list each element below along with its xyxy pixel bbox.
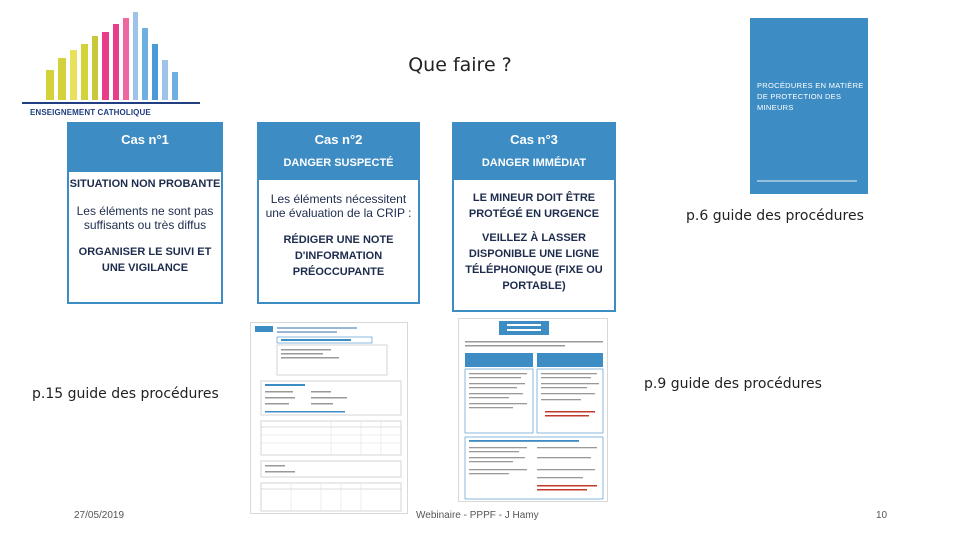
- guide-cover: [750, 18, 868, 194]
- guide-cover-footer-line: [757, 180, 857, 182]
- case-card-2-action: RÉDIGER UNE NOTE D'INFORMATION PRÉOCCUPANTE: [283, 234, 394, 278]
- case-card-1-action: ORGANISER LE SUIVI ET UNE VIGILANCE: [78, 246, 212, 274]
- page-number: 10: [876, 510, 888, 521]
- case-card-1-body: [69, 204, 221, 276]
- logo-underline: [22, 102, 200, 104]
- case-card-2: [257, 122, 420, 304]
- thumbnail-p15-form: [250, 322, 408, 514]
- caption-p9: p.9 guide des procédures: [644, 376, 822, 392]
- guide-cover-title: PROCÉDURES EN MATIÈRE DE PROTECTION DES MINEURS: [757, 81, 864, 112]
- case-card-1-text: Les éléments ne sont pas suffisants ou très diffus: [76, 204, 214, 232]
- caption-p15: p.15 guide des procédures: [32, 386, 219, 402]
- case-card-2-number: Cas n°2: [314, 132, 363, 147]
- case-card-3-header: [454, 124, 614, 180]
- case-card-1-subtitle: SITUATION NON PROBANTE: [69, 178, 221, 190]
- case-card-2-header: [259, 124, 418, 180]
- logo-text: ENSEIGNEMENT CATHOLIQUE: [30, 108, 151, 117]
- case-card-2-text: Les éléments nécessitent une évaluation de la CRIP :: [265, 192, 412, 220]
- case-card-3-subtitle: DANGER IMMÉDIAT: [481, 157, 587, 169]
- case-card-3-text: LE MINEUR DOIT ÊTRE PROTÉGÉ EN URGENCE: [468, 192, 600, 220]
- logo: [22, 10, 202, 122]
- case-card-3-body: [454, 190, 614, 294]
- case-card-1-header: [69, 124, 221, 172]
- case-card-3-number: Cas n°3: [510, 132, 558, 147]
- procedure-page-illustration: [459, 319, 608, 502]
- footer-date: 27/05/2019: [74, 510, 125, 521]
- case-card-1-number: Cas n°1: [121, 132, 169, 147]
- logo-bars-icon: [36, 10, 186, 100]
- case-card-1: [67, 122, 223, 304]
- caption-p6: p.6 guide des procédures: [686, 208, 864, 224]
- case-card-3: [452, 122, 616, 312]
- footer-presenter: Webinaire - PPPF - J Hamy: [416, 510, 539, 521]
- thumbnail-p9-procedure: [458, 318, 608, 502]
- case-card-2-body: [259, 192, 418, 280]
- case-card-3-action: VEILLEZ À LASSER DISPONIBLE UNE LIGNE TÉLÉPHONIQUE (FIXE OU PORTABLE): [465, 232, 603, 292]
- page-title: Que faire ?: [408, 54, 512, 76]
- case-card-2-subtitle: DANGER SUSPECTÉ: [283, 157, 394, 169]
- form-page-illustration: [251, 323, 408, 514]
